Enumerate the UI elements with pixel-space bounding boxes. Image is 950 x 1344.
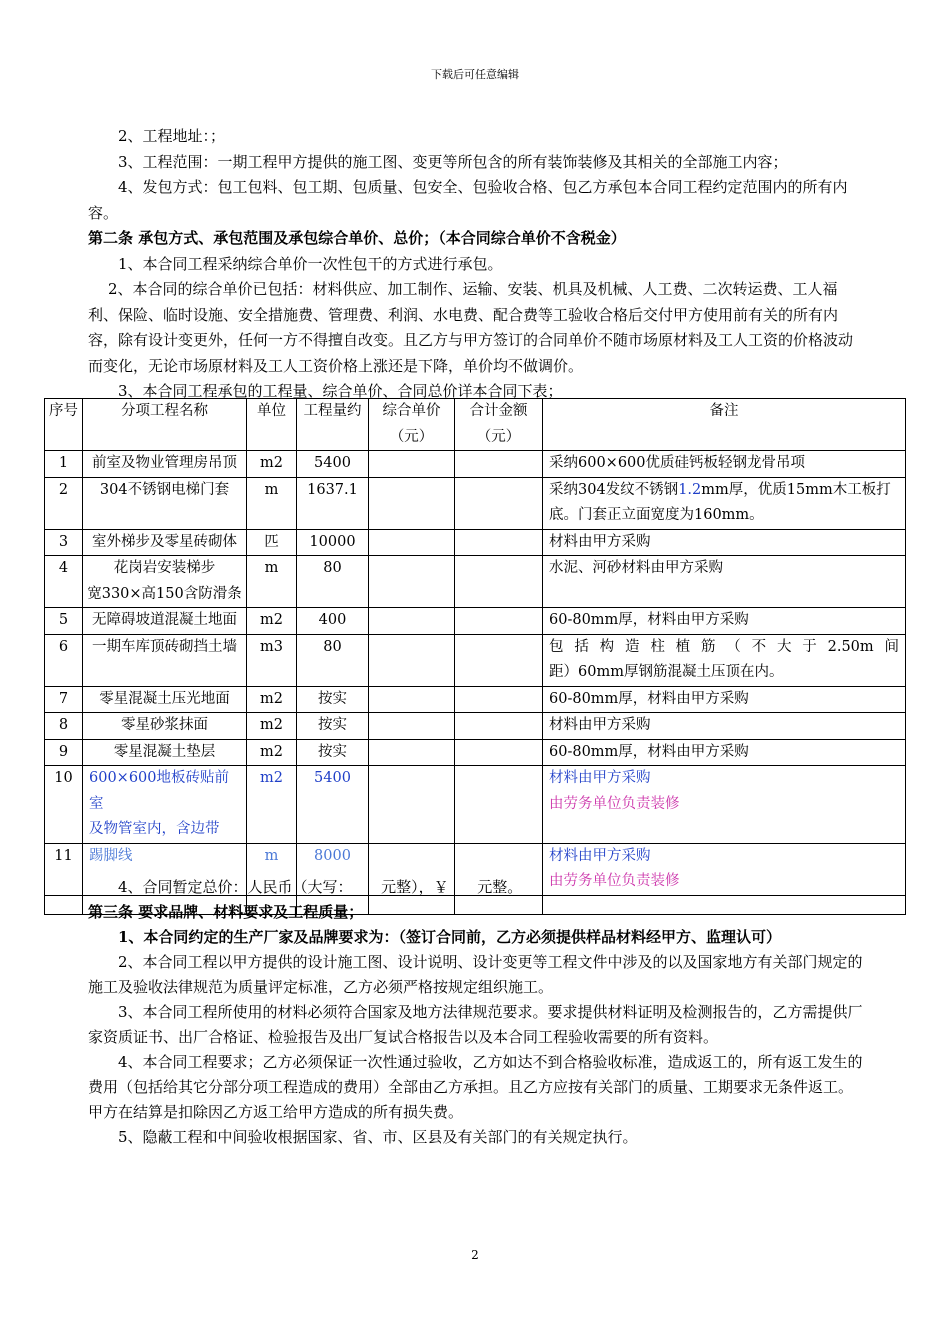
- project-address: 2、工程地址：；: [118, 127, 226, 145]
- table-header-row: [45, 399, 906, 451]
- cell-no: 5: [45, 608, 83, 635]
- cell-qty: 400: [297, 608, 369, 635]
- cell-qty: 按实: [297, 686, 369, 713]
- table-row: [45, 529, 906, 556]
- article-3-para-3: 3、本合同工程所使用的材料必须符合国家及地方法律规范要求。要求提供材料证明及检测报告的，乙方需提供厂家资质证书、出厂合格证、检验报告及出厂复试合格报告以及本合同工程验收需要的所有资料。: [88, 1003, 863, 1046]
- cell-qty: 按实: [297, 739, 369, 766]
- cell-price: [369, 529, 455, 556]
- cell-qty: 80: [297, 556, 369, 608]
- remark-line: 包括构造柱植筋（不大于2.50m间: [549, 638, 899, 655]
- article-3-para-4: 4、本合同工程要求；乙方必须保证一次性通过验收，乙方如达不到合格验收标准，造成返工的，所有返工发生的费用（包括给其它分部分项工程造成的费用）全部由乙方承担。且乙方应按有关部门的质量、工期要求无条件返工。甲方在结算是扣除因乙方返工给甲方造成的所有损失费。: [88, 1053, 863, 1121]
- header-price: 综合单价（元）: [369, 399, 455, 451]
- cell-total: [455, 529, 543, 556]
- cell-no: 1: [45, 451, 83, 478]
- header-qty: 工程量约: [297, 399, 369, 451]
- article-2-title: 第二条 承包方式、承包范围及承包综合单价、总价；（本合同综合单价不含税金）: [88, 229, 626, 247]
- remark-line: 由劳务单位负责装修: [549, 873, 680, 889]
- header-total: 合计金额（元）: [455, 399, 543, 451]
- cell-total: [455, 556, 543, 608]
- cell-price: [369, 713, 455, 740]
- cell-unit: m2: [247, 713, 297, 740]
- remark-text: mm厚，优质15mm木工板打底。门套正立面宽度为160mm。: [549, 481, 891, 523]
- article-2-para-1: 1、本合同工程采纳综合单价一次性包干的方式进行承包。: [118, 254, 503, 273]
- cell-price: [369, 686, 455, 713]
- cell-name: 一期车库顶砖砌挡土墙: [83, 634, 247, 686]
- cell-no: 4: [45, 556, 83, 608]
- cell-remark: 采纳600×600优质硅钙板轻钢龙骨吊项: [543, 451, 906, 478]
- cell-total: [455, 634, 543, 686]
- name-line: 花岗岩安装梯步: [113, 560, 216, 576]
- cell-unit: m2: [247, 608, 297, 635]
- intro-section: [88, 124, 863, 405]
- table-row: [45, 686, 906, 713]
- cell-total: [455, 766, 543, 844]
- cell-unit: 匹: [247, 529, 297, 556]
- header-name: 分项工程名称: [83, 399, 247, 451]
- cell-no: 2: [45, 477, 83, 529]
- name-line: 及物管室内，含边带: [89, 821, 220, 837]
- header-no: 序号: [45, 399, 83, 451]
- cell-name: 零星混凝土压光地面: [83, 686, 247, 713]
- cell-price: [369, 634, 455, 686]
- header-note: 下载后可任意编辑: [431, 68, 519, 81]
- cell-total: [455, 739, 543, 766]
- table-row: [45, 739, 906, 766]
- table-row: [45, 634, 906, 686]
- header-unit: 单位: [247, 399, 297, 451]
- name-line: 宽330×高150含防滑条: [87, 585, 242, 602]
- cell-total: [455, 686, 543, 713]
- cell-price: [369, 739, 455, 766]
- cell-qty: 按实: [297, 713, 369, 740]
- cell-price: [369, 451, 455, 478]
- cell-name: 踢脚线: [83, 843, 247, 895]
- contract-method: 4、发包方式：包工包料、包工期、包质量、包安全、包验收合格、包乙方承包本合同工程约定范围内的所有内容。: [88, 178, 848, 222]
- cell-remark: 60-80mm厚，材料由甲方采购: [543, 686, 906, 713]
- cell-unit: m: [247, 477, 297, 529]
- cell-remark: 水泥、河砂材料由甲方采购: [543, 556, 906, 608]
- cell-unit: m2: [247, 686, 297, 713]
- work-items-table: [44, 398, 906, 915]
- remark-line: 材料由甲方采购: [549, 847, 651, 864]
- cell-remark: 60-80mm厚，材料由甲方采购: [543, 608, 906, 635]
- table-row: [45, 556, 906, 608]
- cell-total: [455, 608, 543, 635]
- cell-total: [455, 451, 543, 478]
- cell-qty: 8000: [297, 843, 369, 895]
- cell-name: 零星砂浆抹面: [83, 713, 247, 740]
- cell-qty: 5400: [297, 451, 369, 478]
- cell-remark: 60-80mm厚，材料由甲方采购: [543, 739, 906, 766]
- cell-total: [455, 713, 543, 740]
- header-remark: 备注: [543, 399, 906, 451]
- remark-text: 采纳304发纹不锈钢: [549, 481, 679, 498]
- article-2-para-2: 2、本合同的综合单价已包括：材料供应、加工制作、运输、安装、机具及机械、人工费、二次转运费、工人福利、保险、临时设施、安全措施费、管理费、利润、水电费、配合费等工验收合格后交付甲方使用前有关的所有内容，除有设计变更外，任何一方不得擅自改变。且乙方与甲方签订的合同单价不随市场原材料及工人工资的价格波动而变化，无论市场原材料及工人工资价格上涨还是下降，单价均不做调价。: [88, 280, 854, 375]
- cell-remark: 材料由甲方采购: [543, 713, 906, 740]
- article-3-para-5: 5、隐蔽工程和中间验收根据国家、省、市、区县及有关部门的有关规定执行。: [118, 1128, 638, 1146]
- cell-remark: [543, 634, 906, 686]
- cell-no: 11: [45, 843, 83, 895]
- article-3-title: 第三条 要求品牌、材料要求及工程质量；: [88, 903, 364, 921]
- cell-no: 7: [45, 686, 83, 713]
- name-line: 600×600地板砖贴前室: [89, 770, 230, 812]
- cell-empty: [45, 895, 83, 914]
- remark-line: 距）60mm厚钢筋混凝土压顶在内。: [549, 664, 784, 680]
- article-3-para-2: 2、本合同工程以甲方提供的设计施工图、设计说明、设计变更等工程文件中涉及的以及国家地方有关部门规定的施工及验收法律规范为质量评定标准，乙方必须严格按规定组织施工。: [88, 953, 863, 996]
- cell-no: 6: [45, 634, 83, 686]
- cell-remark: [543, 766, 906, 844]
- cell-no: 3: [45, 529, 83, 556]
- cell-unit: m2: [247, 451, 297, 478]
- cell-name: 室外梯步及零星砖砌体: [83, 529, 247, 556]
- cell-name: 零星混凝土垫层: [83, 739, 247, 766]
- cell-unit: m: [247, 556, 297, 608]
- remark-line: 材料由甲方采购: [549, 770, 651, 786]
- cell-unit: m2: [247, 739, 297, 766]
- cell-price: [369, 766, 455, 844]
- cell-remark: [543, 477, 906, 529]
- article-3-para-1: 1、本合同约定的生产厂家及品牌要求为：（签订合同前，乙方必须提供样品材料经甲方、监理认可）: [118, 928, 781, 946]
- project-scope: 3、工程范围：一期工程甲方提供的施工图、变更等所包含的所有装饰装修及其相关的全部施工内容；: [118, 152, 788, 171]
- cell-qty: 80: [297, 634, 369, 686]
- table-row: [45, 713, 906, 740]
- table-row: [45, 451, 906, 478]
- cell-name: 无障碍坡道混凝土地面: [83, 608, 247, 635]
- table-row: [45, 477, 906, 529]
- cell-qty: 1637.1: [297, 477, 369, 529]
- cell-price: [369, 477, 455, 529]
- cell-total: [455, 477, 543, 529]
- article-2-para-3: 3、本合同工程承包的工程量、综合单价、合同总价详本合同下表；: [118, 382, 563, 400]
- table-row: [45, 608, 906, 635]
- remark-thickness: 1.2: [678, 481, 702, 498]
- cell-name: 前室及物业管理房吊顶: [83, 451, 247, 478]
- cell-qty: 10000: [297, 529, 369, 556]
- total-price-line: 4、合同暂定总价：人民币（大写： 元整），￥ 元整。: [118, 878, 523, 896]
- cell-name: [83, 556, 247, 608]
- cell-unit: m2: [247, 766, 297, 844]
- cell-price: [369, 556, 455, 608]
- after-table-section: [88, 875, 863, 1150]
- cell-unit: m3: [247, 634, 297, 686]
- cell-name: [83, 766, 247, 844]
- cell-qty: 5400: [297, 766, 369, 844]
- table-row: [45, 766, 906, 844]
- cell-no: 9: [45, 739, 83, 766]
- cell-no: 10: [45, 766, 83, 844]
- cell-remark: 材料由甲方采购: [543, 529, 906, 556]
- cell-no: 8: [45, 713, 83, 740]
- cell-price: [369, 608, 455, 635]
- page-number: 2: [471, 1248, 479, 1262]
- cell-unit: m: [247, 843, 297, 895]
- cell-name: 304不锈钢电梯门套: [83, 477, 247, 529]
- remark-line: 由劳务单位负责装修: [549, 795, 680, 812]
